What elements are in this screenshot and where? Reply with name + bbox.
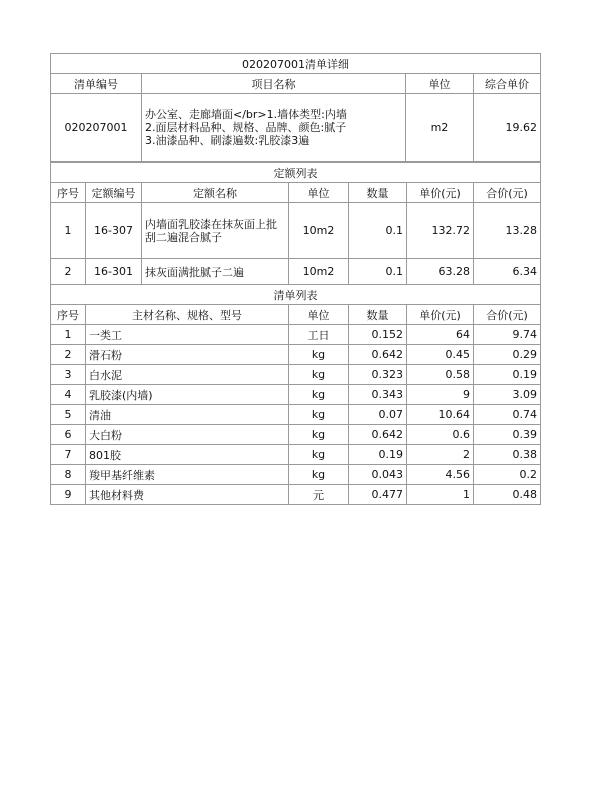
table-row: [51, 345, 541, 365]
quota-qty: 0.1: [349, 203, 407, 259]
quota-total: 6.34: [474, 259, 541, 285]
quota-qty: 0.1: [349, 259, 407, 285]
bill-unit-price: 19.62: [474, 94, 541, 162]
quota-unit: 10m2: [289, 203, 349, 259]
material-total: 0.74: [474, 405, 541, 425]
quota-col-no: 序号: [51, 183, 86, 203]
table-row: [51, 203, 541, 259]
quota-section-title: 定额列表: [51, 163, 541, 183]
quota-code: 16-301: [86, 259, 142, 285]
material-qty: 0.323: [349, 365, 407, 385]
material-price: 9: [407, 385, 474, 405]
material-price: 0.6: [407, 425, 474, 445]
material-name: 大白粉: [86, 425, 289, 445]
material-unit: kg: [289, 365, 349, 385]
material-name: 清油: [86, 405, 289, 425]
bill-description-line: 3.油漆品种、刷漆遍数:乳胶漆3遍: [145, 134, 310, 147]
materials-col-unit: 单位: [289, 305, 349, 325]
materials-col-no: 序号: [51, 305, 86, 325]
page-title: 020207001清单详细: [51, 54, 541, 74]
quota-col-total: 合价(元): [474, 183, 541, 203]
material-unit: kg: [289, 405, 349, 425]
table-row: [51, 485, 541, 505]
material-name: 羧甲基纤维素: [86, 465, 289, 485]
bill-description-line: 办公室、走廊墙面</br>1.墙体类型:内墙: [145, 108, 347, 121]
material-no: 1: [51, 325, 86, 345]
material-no: 7: [51, 445, 86, 465]
material-price: 0.58: [407, 365, 474, 385]
table-row: [51, 445, 541, 465]
table-row: [51, 259, 541, 285]
material-price: 2: [407, 445, 474, 465]
quota-table: [50, 162, 541, 285]
material-no: 2: [51, 345, 86, 365]
material-name: 其他材料费: [86, 485, 289, 505]
material-qty: 0.642: [349, 425, 407, 445]
material-total: 0.29: [474, 345, 541, 365]
material-no: 4: [51, 385, 86, 405]
quota-unit: 10m2: [289, 259, 349, 285]
materials-col-price: 单价(元): [407, 305, 474, 325]
material-total: 0.19: [474, 365, 541, 385]
table-row: [51, 325, 541, 345]
material-qty: 0.07: [349, 405, 407, 425]
material-price: 10.64: [407, 405, 474, 425]
materials-col-qty: 数量: [349, 305, 407, 325]
material-unit: 工日: [289, 325, 349, 345]
table-row: [51, 385, 541, 405]
material-no: 3: [51, 365, 86, 385]
bill-header-table: [50, 53, 541, 162]
header-col-unit: 单位: [406, 74, 474, 94]
quota-col-name: 定额名称: [142, 183, 289, 203]
material-qty: 0.19: [349, 445, 407, 465]
material-no: 8: [51, 465, 86, 485]
quota-total: 13.28: [474, 203, 541, 259]
quota-price: 63.28: [407, 259, 474, 285]
quota-name: 内墙面乳胶漆在抹灰面上批刮二遍混合腻子: [142, 203, 289, 259]
header-col-unit-price: 综合单价: [474, 74, 541, 94]
quota-name: 抹灰面满批腻子二遍: [142, 259, 289, 285]
header-col-name: 项目名称: [142, 74, 406, 94]
material-no: 9: [51, 485, 86, 505]
material-unit: kg: [289, 345, 349, 365]
material-name: 801胶: [86, 445, 289, 465]
materials-table: [50, 284, 541, 505]
quota-col-price: 单价(元): [407, 183, 474, 203]
material-qty: 0.642: [349, 345, 407, 365]
material-unit: kg: [289, 445, 349, 465]
material-no: 5: [51, 405, 86, 425]
material-qty: 0.477: [349, 485, 407, 505]
material-qty: 0.043: [349, 465, 407, 485]
material-total: 0.38: [474, 445, 541, 465]
materials-col-total: 合价(元): [474, 305, 541, 325]
materials-section-title: 清单列表: [51, 285, 541, 305]
material-unit: kg: [289, 465, 349, 485]
material-total: 9.74: [474, 325, 541, 345]
material-qty: 0.152: [349, 325, 407, 345]
materials-col-name: 主材名称、规格、型号: [86, 305, 289, 325]
material-unit: kg: [289, 425, 349, 445]
material-total: 0.39: [474, 425, 541, 445]
header-col-code: 清单编号: [51, 74, 142, 94]
quota-price: 132.72: [407, 203, 474, 259]
quota-col-code: 定额编号: [86, 183, 142, 203]
material-name: 白水泥: [86, 365, 289, 385]
material-name: 滑石粉: [86, 345, 289, 365]
table-row: [51, 365, 541, 385]
table-row: [51, 425, 541, 445]
bill-code: 020207001: [51, 94, 142, 162]
material-price: 0.45: [407, 345, 474, 365]
material-unit: kg: [289, 385, 349, 405]
bill-unit: m2: [406, 94, 474, 162]
material-price: 4.56: [407, 465, 474, 485]
material-unit: 元: [289, 485, 349, 505]
material-price: 64: [407, 325, 474, 345]
material-price: 1: [407, 485, 474, 505]
material-qty: 0.343: [349, 385, 407, 405]
material-name: 一类工: [86, 325, 289, 345]
quota-col-qty: 数量: [349, 183, 407, 203]
material-name: 乳胶漆(内墙): [86, 385, 289, 405]
quota-col-unit: 单位: [289, 183, 349, 203]
quota-no: 2: [51, 259, 86, 285]
material-no: 6: [51, 425, 86, 445]
quota-code: 16-307: [86, 203, 142, 259]
bill-description-line: 2.面层材料品种、规格、品牌、颜色:腻子: [145, 121, 347, 134]
material-total: 3.09: [474, 385, 541, 405]
table-row: [51, 405, 541, 425]
bill-description: [142, 94, 406, 162]
table-row: [51, 465, 541, 485]
material-total: 0.2: [474, 465, 541, 485]
material-total: 0.48: [474, 485, 541, 505]
quota-no: 1: [51, 203, 86, 259]
